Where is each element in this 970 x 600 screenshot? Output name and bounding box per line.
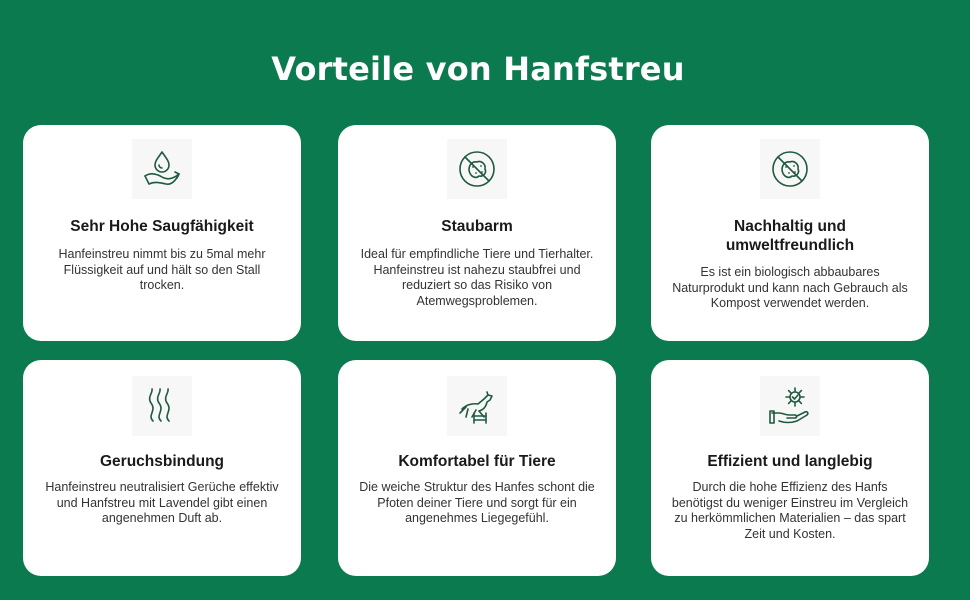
horse-jump-icon xyxy=(447,376,507,436)
card-title: Sehr Hohe Saugfähigkeit xyxy=(70,218,254,235)
card-text: Die weiche Struktur des Hanfes schont die Pfoten deiner Tiere und sorgt für ein angenehmes Liegegefühl. xyxy=(359,480,595,525)
card-text: Es ist ein biologisch abbaubares Naturprodukt und kann nach Gebrauch als Kompost verwendet werden. xyxy=(672,265,908,310)
card-title: Nachhaltig und umweltfreundlich xyxy=(725,218,855,254)
card-text: Durch die hohe Effizienz des Hanfs benötigst du weniger Einstreu im Vergleich zu herkömmlichen Materialien – das spart Zeit und Kosten. xyxy=(671,480,909,541)
benefit-card-sustainable xyxy=(651,125,929,341)
no-dust-icon xyxy=(447,139,507,199)
card-title: Geruchsbindung xyxy=(100,453,224,470)
page-title: Vorteile von Hanfstreu xyxy=(271,50,685,88)
benefit-card-low-dust xyxy=(338,125,616,341)
card-title: Komfortabel für Tiere xyxy=(398,453,556,470)
no-dust-icon xyxy=(760,139,820,199)
benefit-card-odor xyxy=(23,360,301,576)
card-text: Hanfeinstreu nimmt bis zu 5mal mehr Flüssigkeit auf und hält so den Stall trocken. xyxy=(58,247,266,292)
card-title: Staubarm xyxy=(441,218,513,235)
benefit-card-absorbency xyxy=(23,125,301,341)
benefit-card-efficient xyxy=(651,360,929,576)
card-text: Ideal für empfindliche Tiere und Tierhalter. Hanfeinstreu ist nahezu staubfrei und reduziert so das Risiko von Atemwegsproblemen. xyxy=(360,247,594,308)
gear-hand-icon xyxy=(760,376,820,436)
card-text: Hanfeinstreu neutralisiert Gerüche effektiv und Hanfstreu mit Lavendel gibt einen angenehmen Duft ab. xyxy=(45,480,279,525)
benefit-card-comfort xyxy=(338,360,616,576)
card-title: Effizient und langlebig xyxy=(707,453,873,470)
odor-waves-icon xyxy=(132,376,192,436)
water-absorb-icon xyxy=(132,139,192,199)
